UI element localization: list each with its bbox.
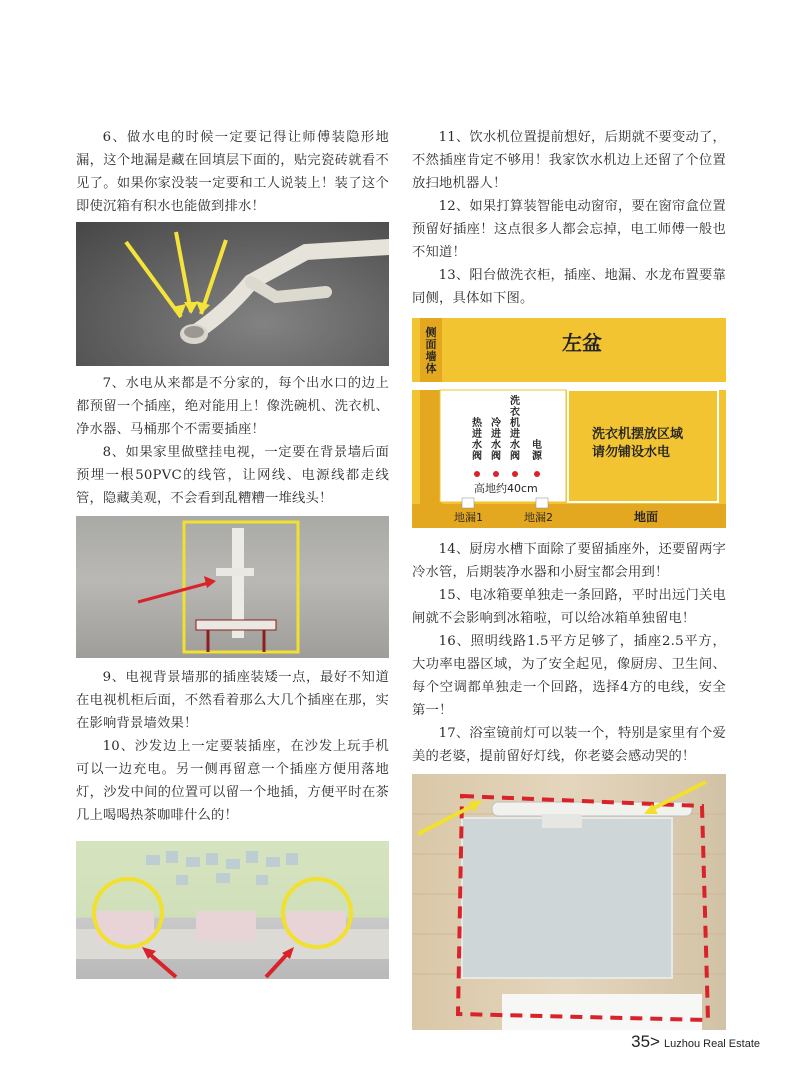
balcony-layout-diagram bbox=[412, 318, 726, 528]
paragraph-13: 13、阳台做洗衣柜，插座、地漏、水龙布置要靠同侧，具体如下图。 bbox=[412, 268, 726, 306]
paragraph-11: 11、饮水机位置提前想好，后期就不要变动了，不然插座肯定不够用！我家饮水机边上还留了个位置放扫地机器人！ bbox=[412, 130, 726, 191]
paragraph-12: 12、如果打算装智能电动窗帘，要在窗帘盒位置预留好插座！这点很多人都会忘掉，电工师傅一般也不知道！ bbox=[412, 199, 726, 260]
drain1-label: 地漏1 bbox=[454, 511, 483, 524]
page-arrow: > bbox=[650, 1032, 660, 1051]
page-footer bbox=[631, 1032, 760, 1052]
floor-drain-illustration bbox=[76, 222, 389, 366]
washer-zone-label: 洗衣机摆放区域请勿铺设水电 bbox=[592, 427, 684, 460]
drain2-label: 地漏2 bbox=[524, 511, 553, 524]
height-note: 高地约40cm bbox=[474, 482, 538, 495]
washer-inlet-label: 洗衣机进水阀 bbox=[510, 396, 520, 462]
hot-inlet-label: 热进水阀 bbox=[472, 418, 482, 462]
bathroom-mirror-light-photo bbox=[412, 774, 726, 1030]
right-column bbox=[412, 126, 726, 1030]
magazine-name: Luzhou Real Estate bbox=[663, 1038, 760, 1050]
paragraph-14: 14、厨房水槽下面除了要留插座外，还要留两字冷水管，后期装净水器和小厨宝都会用到！ bbox=[412, 542, 726, 580]
left-column bbox=[76, 126, 389, 979]
balcony-diagram-svg bbox=[412, 318, 726, 528]
sofa-illustration bbox=[76, 841, 389, 979]
paragraph-7: 7、水电从来都是不分家的，每个出水口的边上都预留一个插座，绝对能用上！像洗碗机、洗衣机、净水器、马桶那个不需要插座！ bbox=[76, 376, 389, 437]
tv-wall-conduit-photo bbox=[76, 516, 389, 658]
tv-conduit-illustration bbox=[76, 516, 389, 658]
power-label: 电源 bbox=[532, 440, 542, 462]
page-number: 35 bbox=[631, 1032, 651, 1051]
paragraph-17: 17、浴室镜前灯可以装一个，特别是家里有个爱美的老婆，提前留好灯线，你老婆会感动哭的！ bbox=[412, 726, 726, 764]
paragraph-6: 6、做水电的时候一定要记得让师傅装隐形地漏，这个地漏是藏在回填层下面的，贴完瓷砖就看不见了。如果你家没装一定要和工人说装上！装了这个即使沉箱有积水也能做到排水！ bbox=[76, 130, 389, 214]
paragraph-8: 8、如果家里做壁挂电视，一定要在背景墙后面预埋一根50PVC的线管，让网线、电源线都走线管，隐藏美观，不会看到乱糟糟一堆线头！ bbox=[76, 445, 389, 506]
sofa-sockets-photo bbox=[76, 841, 389, 979]
cold-inlet-label: 冷进水阀 bbox=[491, 418, 501, 462]
diagram-title: 左盆 bbox=[562, 331, 602, 355]
side-wall-label: 侧面墙体 bbox=[425, 326, 437, 375]
paragraph-16: 16、照明线路1.5平方足够了，插座2.5平方，大功率电器区域，为了安全起见，像厨房、卫生间、每个空调都单独走一个回路，选择4方的电线，安全第一！ bbox=[412, 634, 726, 718]
paragraph-15: 15、电冰箱要单独走一条回路，平时出远门关电闸就不会影响到冰箱啦，可以给冰箱单独留电！ bbox=[412, 588, 726, 626]
paragraph-10: 10、沙发边上一定要装插座，在沙发上玩手机可以一边充电。另一侧再留意一个插座方便用落地灯，沙发中间的位置可以留一个地插，方便平时在茶几上喝喝热茶咖啡什么的！ bbox=[76, 739, 389, 823]
floor-drain-photo bbox=[76, 222, 389, 366]
bathroom-illustration bbox=[412, 774, 726, 1030]
floor-label: 地面 bbox=[634, 510, 659, 524]
paragraph-9: 9、电视背景墙那的插座装矮一点，最好不知道在电视机柜后面，不然看着那么大几个插座在那，实在影响背景墙效果！ bbox=[76, 670, 389, 731]
